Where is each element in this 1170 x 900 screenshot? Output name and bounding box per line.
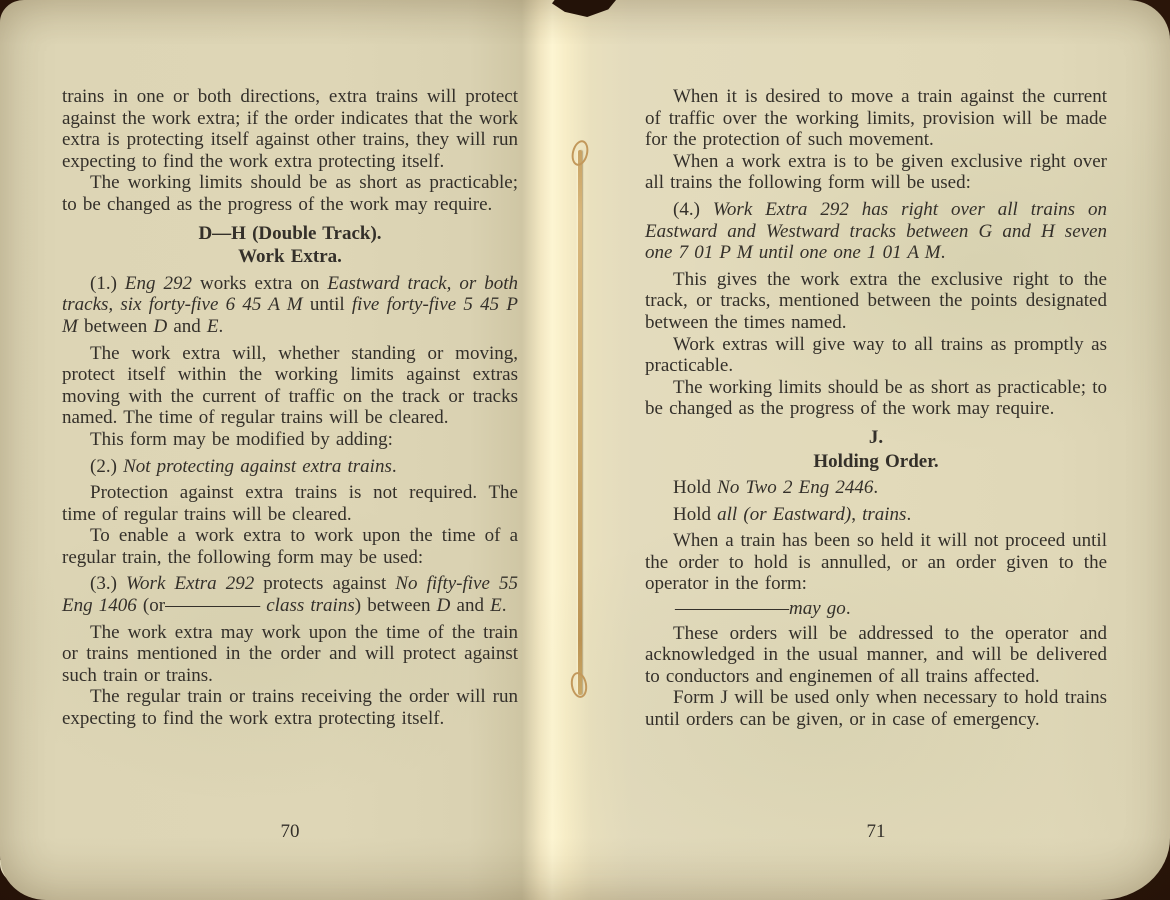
text-run: Work extras will give way to all trains as promptly as practicable. [645, 333, 1107, 377]
text-run: D [436, 595, 451, 617]
text-run: and [450, 595, 491, 617]
text-run: This form may be modified by adding: [90, 428, 393, 450]
text-run: D [153, 315, 168, 337]
page-right [585, 0, 1170, 900]
paragraph [645, 334, 1107, 377]
binding-thread [578, 150, 582, 695]
text-run: . [873, 477, 879, 499]
text-run: —————— [675, 598, 789, 620]
paragraph [645, 623, 1107, 688]
text-run: and [167, 315, 207, 337]
text-run: between [77, 315, 154, 337]
paragraph [62, 622, 518, 687]
text-run: When a work extra is to be given exclusive right over all trains the following form will be used: [645, 150, 1107, 194]
text-run: Eng 292 [124, 272, 193, 294]
text-run: E [206, 315, 219, 337]
section-heading [62, 223, 518, 245]
text-run: Eastward track, or both tracks, six forty-five 6 45 A M [62, 272, 518, 316]
paragraph [645, 269, 1107, 334]
text-run: Work Extra 292 [125, 573, 255, 595]
text-run: (or————— [136, 595, 267, 617]
paragraph [62, 172, 518, 215]
paragraph [62, 525, 518, 568]
paragraph [62, 273, 518, 338]
text-run: may go [789, 598, 846, 620]
paragraph [62, 482, 518, 525]
paragraph [645, 687, 1107, 730]
text-run: No Two 2 Eng 2446 [717, 477, 874, 499]
page-right-content [645, 86, 1107, 731]
page-left-content [62, 86, 518, 730]
text-run: D—H (Double Track). [198, 222, 382, 244]
text-run: Hold [673, 477, 718, 499]
paragraph [645, 86, 1107, 151]
text-run: These orders will be addressed to the operator and acknowledged in the usual manner, and will be delivered to conductors and enginemen of all trains affected. [645, 622, 1107, 687]
paragraph [62, 573, 518, 616]
paragraph [645, 377, 1107, 420]
text-run: (1.) [90, 272, 125, 294]
text-run: The regular train or trains receiving the order will run expecting to find the work extra protecting itself. [62, 686, 518, 730]
text-run: class trains [266, 595, 355, 617]
text-run: . [501, 595, 507, 617]
section-heading [645, 451, 1107, 473]
text-run: , [851, 503, 863, 525]
text-run: Form J will be used only when necessary to hold trains until orders can be given, or in case of emergency. [645, 687, 1107, 731]
paragraph [62, 456, 518, 478]
text-run: (4.) [673, 198, 713, 220]
text-run: . [845, 598, 851, 620]
page-number-left: 70 [280, 821, 300, 842]
paragraph [62, 86, 518, 172]
text-run: works extra on [192, 272, 328, 294]
paragraph [645, 504, 1107, 526]
text-run: trains in one or both directions, extra trains will protect against the work extra; if the order indicates that the work extra is protecting itself against other trains, they will run expecting to find the work extra protecting itself. [62, 86, 518, 172]
text-run: . [391, 455, 397, 477]
paragraph [645, 530, 1107, 595]
text-run: The working limits should be as short as practicable; to be changed as the progress of the work may require. [62, 172, 518, 215]
text-run: Holding Order. [813, 450, 939, 472]
text-run: protects against [254, 573, 396, 595]
text-run: ) between [354, 595, 437, 617]
text-run: When a train has been so held it will not proceed until the order to hold is annulled, or an order given to the operator in the form: [645, 530, 1107, 595]
text-run: five forty-five 5 45 P M [62, 294, 519, 337]
text-run: Protection against extra trains is not required. The time of regular trains will be cleared. [62, 482, 518, 525]
paragraph [62, 343, 518, 429]
text-run: E [490, 595, 502, 617]
paragraph [62, 429, 518, 451]
text-run: . [218, 315, 224, 337]
text-run: Not protecting against extra trains [123, 455, 392, 477]
text-run: The work extra may work upon the time of the train or trains mentioned in the order and will protect against such train or trains. [62, 621, 518, 686]
page-number-right: 71 [866, 821, 886, 842]
paragraph [645, 199, 1107, 264]
text-run: Work Extra 292 has right over all trains on Eastward and Westward tracks between G and H seven one 7 01 P M until one one 1 01 A M [645, 198, 1107, 264]
text-run: This gives the work extra the exclusive right to the track, or tracks, mentioned between the points designated between the times named. [645, 268, 1107, 333]
text-run: No fifty-five 55 Eng 1406 [62, 573, 518, 617]
paragraph [62, 686, 518, 729]
paragraph [645, 598, 1107, 620]
text-run: The work extra will, whether standing or moving, protect itself within the working limits against extras moving with the current of traffic on the track or tracks named. The time of regular trains will be cleared. [62, 342, 518, 429]
paragraph [645, 151, 1107, 194]
text-run: (3.) [90, 573, 126, 595]
text-run: The working limits should be as short as practicable; to be changed as the progress of the work may require. [645, 376, 1107, 420]
section-heading [645, 427, 1107, 449]
text-run: . [906, 503, 912, 525]
text-run: To enable a work extra to work upon the time of a regular train, the following form may be used: [62, 525, 518, 568]
text-run: When it is desired to move a train against the current of traffic over the working limits, provision will be made for the protection of such movement. [645, 86, 1107, 151]
paragraph [645, 477, 1107, 499]
text-run: Hold [673, 503, 718, 525]
text-run: Work Extra. [238, 246, 342, 268]
text-run: trains [862, 503, 907, 525]
section-heading [62, 246, 518, 268]
text-run: (2.) [90, 455, 124, 477]
text-run: J. [868, 426, 884, 448]
text-run: all (or Eastward) [717, 503, 852, 525]
text-run: . [940, 242, 946, 264]
text-run: until [302, 294, 352, 316]
